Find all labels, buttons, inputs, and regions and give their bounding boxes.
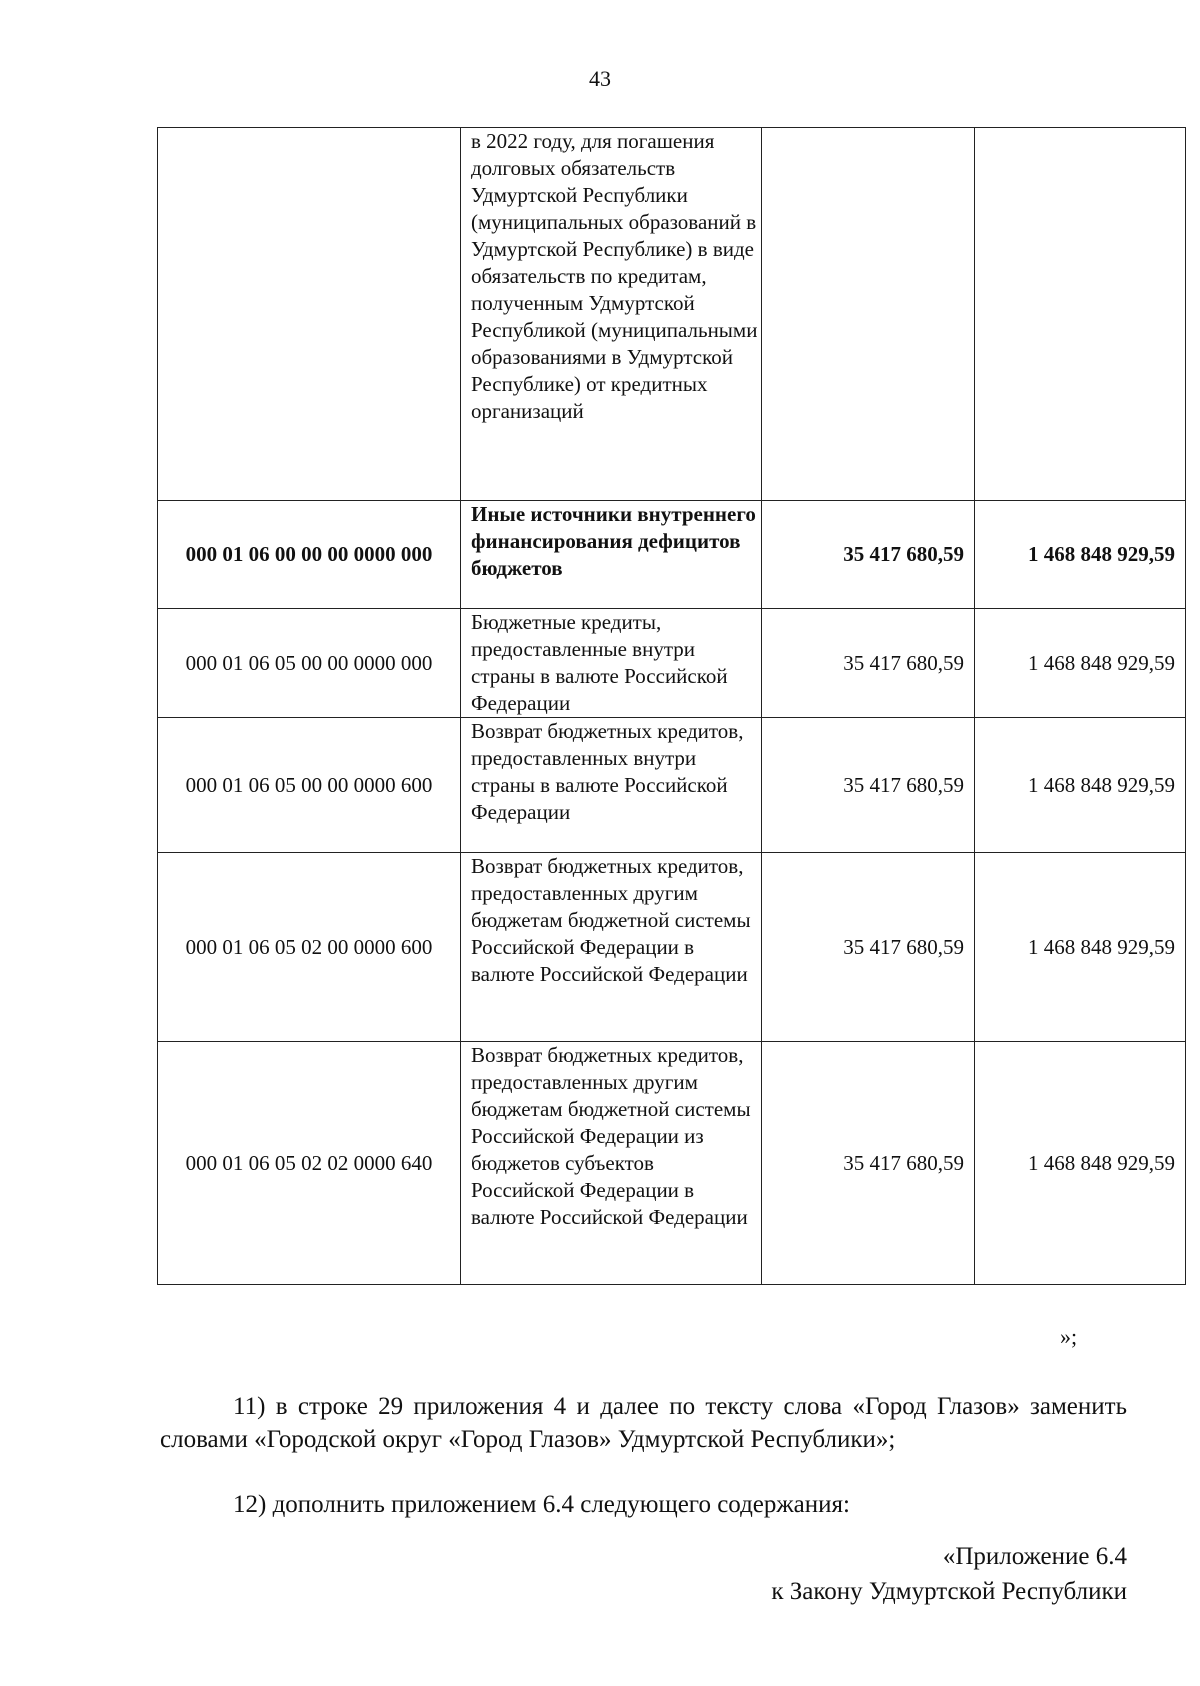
- row-value-2: 1 468 848 929,59: [975, 1042, 1186, 1285]
- row-code: 000 01 06 05 02 00 0000 600: [158, 853, 461, 1042]
- appendix-subtitle: к Закону Удмуртской Республики: [771, 1578, 1127, 1605]
- page-number: 43: [589, 66, 611, 91]
- table-row: [158, 853, 1186, 1042]
- paragraph-item-11: 11) в строке 29 приложения 4 и далее по тексту слова «Город Глазов» заменить словами «Городской округ «Город Глазов» Удмуртской Республики»;: [160, 1393, 1127, 1453]
- table-row: [158, 1042, 1186, 1285]
- row-code: 000 01 06 00 00 00 0000 000: [158, 501, 461, 609]
- row-value-2: 1 468 848 929,59: [975, 718, 1186, 853]
- appendix-title: «Приложение 6.4: [942, 1543, 1127, 1570]
- row-name: Возврат бюджетных кредитов, предоставленных другим бюджетам бюджетной системы Российской Федерации в валюте Российской Федерации: [461, 853, 762, 1042]
- table-row: [158, 718, 1186, 853]
- row-code: 000 01 06 05 00 00 0000 600: [158, 718, 461, 853]
- row-value-1: 35 417 680,59: [762, 1042, 975, 1285]
- row-value-1: [762, 128, 975, 501]
- row-value-1: 35 417 680,59: [762, 609, 975, 718]
- row-value-2: 1 468 848 929,59: [975, 609, 1186, 718]
- row-code: 000 01 06 05 00 00 0000 000: [158, 609, 461, 718]
- row-name: Иные источники внутреннего финансирования дефицитов бюджетов: [461, 501, 762, 609]
- paragraph-item-12: 12) дополнить приложением 6.4 следующего содержания:: [233, 1491, 850, 1518]
- row-value-2: 1 468 848 929,59: [975, 853, 1186, 1042]
- row-value-2: [975, 128, 1186, 501]
- row-name: Бюджетные кредиты, предоставленные внутри страны в валюте Российской Федерации: [461, 609, 762, 718]
- table-row: [158, 128, 1186, 501]
- row-value-1: 35 417 680,59: [762, 853, 975, 1042]
- budget-sources-table: [157, 127, 1186, 1285]
- row-name: Возврат бюджетных кредитов, предоставленных внутри страны в валюте Российской Федерации: [461, 718, 762, 853]
- row-name: Возврат бюджетных кредитов, предоставленных другим бюджетам бюджетной системы Российской Федерации из бюджетов субъектов Российской Федерации в валюте Российской Федерации: [461, 1042, 762, 1285]
- row-value-1: 35 417 680,59: [762, 718, 975, 853]
- row-code: 000 01 06 05 02 02 0000 640: [158, 1042, 461, 1285]
- closing-quote: »;: [1060, 1324, 1078, 1349]
- row-value-1: 35 417 680,59: [762, 501, 975, 609]
- row-value-2: 1 468 848 929,59: [975, 501, 1186, 609]
- table-row: [158, 501, 1186, 609]
- row-name: в 2022 году, для погашения долговых обязательств Удмуртской Республики (муниципальных образований в Удмуртской Республике) в виде обязательств по кредитам, полученным Удмуртской Республикой (муниципальными образованиями в Удмуртской Республике) от кредитных организаций: [461, 128, 762, 501]
- row-code: [158, 128, 461, 501]
- table-row: [158, 609, 1186, 718]
